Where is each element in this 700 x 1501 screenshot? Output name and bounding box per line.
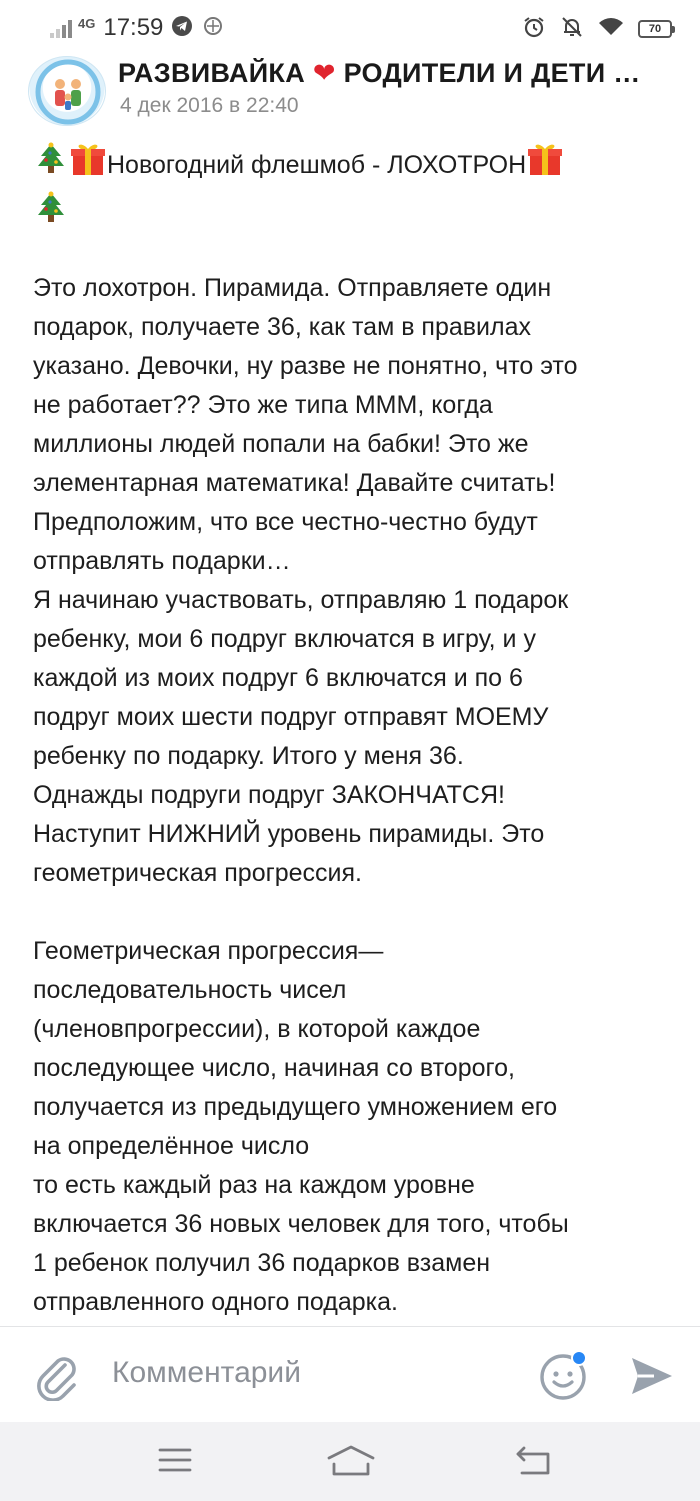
text-line: ребенку, мои 6 подруг включатся в игру, и у (33, 625, 536, 653)
post-paragraph-1 (33, 269, 673, 893)
text-line: подруг моих шести подруг отправят МОЕМУ (33, 703, 549, 731)
text-line: последовательность чисел (33, 976, 347, 1004)
notification-app-icon (201, 16, 225, 41)
send-icon[interactable] (630, 1355, 674, 1402)
group-name[interactable] (118, 58, 678, 89)
post-paragraph-2 (33, 932, 673, 1322)
christmas-tree-icon (33, 141, 69, 189)
battery-icon: 70 (638, 20, 672, 38)
comment-bar (0, 1326, 700, 1423)
post-body (33, 140, 673, 1322)
post-header (0, 56, 700, 130)
status-clock: 17:59 (103, 14, 164, 41)
wifi-icon (598, 17, 624, 42)
text-line: последующее число, начиная со второго, (33, 1054, 515, 1082)
text-line: 1 ребенок получил 36 подарков взамен (33, 1249, 491, 1277)
smile-icon[interactable] (538, 1349, 590, 1406)
text-line: Это лохотрон. Пирамида. Отправляете один (33, 274, 552, 302)
text-line: включается 36 новых человек для того, чтобы (33, 1210, 569, 1238)
signal-strength-icon (50, 18, 72, 38)
paperclip-icon[interactable] (34, 1351, 80, 1406)
alarm-icon (522, 15, 546, 44)
telegram-icon (171, 15, 193, 42)
text-line: не работает?? Это же типа МММ, когда (33, 391, 493, 419)
status-bar-right (522, 14, 672, 44)
recent-apps-button[interactable] (157, 1444, 193, 1481)
text-line: элементарная математика! Давайте считать! (33, 469, 556, 497)
text-line: каждой из моих подруг 6 включатся и по 6 (33, 664, 523, 692)
back-button[interactable] (514, 1444, 554, 1483)
christmas-tree-icon (33, 190, 69, 238)
text-line: отправленного одного подарка. (33, 1288, 398, 1316)
post-title-text: Новогодний флешмоб - ЛОХОТРОН (107, 150, 527, 179)
status-bar (0, 0, 700, 56)
text-line: на определённое число (33, 1132, 310, 1160)
text-line: Геометрическая прогрессия— (33, 937, 384, 965)
text-line: подарок, получаете 36, как там в правилах (33, 313, 532, 341)
group-name-part1: РАЗВИВАЙКА (118, 58, 305, 88)
text-line: (членовпрогрессии), в которой каждое (33, 1015, 481, 1043)
text-line: отправлять подарки… (33, 547, 291, 575)
text-line: получается из предыдущего умножением его (33, 1093, 558, 1121)
post-title-second-line (33, 190, 673, 230)
text-line: Однажды подруги подруг ЗАКОНЧАТСЯ! (33, 781, 505, 809)
gift-icon (526, 140, 564, 190)
text-line: миллионы людей попали на бабки! Это же (33, 430, 529, 458)
text-line: Я начинаю участвовать, отправляю 1 подарок (33, 586, 569, 614)
system-navigation-bar (0, 1422, 700, 1501)
heart-icon: ❤ (312, 58, 336, 88)
home-button[interactable] (326, 1444, 376, 1483)
text-line: геометрическая прогрессия. (33, 859, 362, 887)
mute-bell-icon (560, 15, 584, 44)
text-line: то есть каждый раз на каждом уровне (33, 1171, 475, 1199)
text-line: Наступит НИЖНИЙ уровень пирамиды. Это (33, 820, 545, 848)
post-title (33, 140, 673, 190)
text-line: ребенку по подарку. Итого у меня 36. (33, 742, 464, 770)
group-avatar[interactable] (28, 56, 106, 126)
text-line: Предположим, что все честно-честно будут (33, 508, 538, 536)
text-line: указано. Девочки, ну разве не понятно, что это (33, 352, 578, 380)
status-bar-left (50, 12, 225, 44)
network-type: 4G (78, 15, 96, 31)
group-name-part2: РОДИТЕЛИ И ДЕТИ … (343, 58, 641, 88)
gift-icon (69, 140, 107, 190)
comment-input[interactable]: Комментарий (112, 1356, 301, 1389)
post-date[interactable]: 4 дек 2016 в 22:40 (120, 94, 299, 117)
